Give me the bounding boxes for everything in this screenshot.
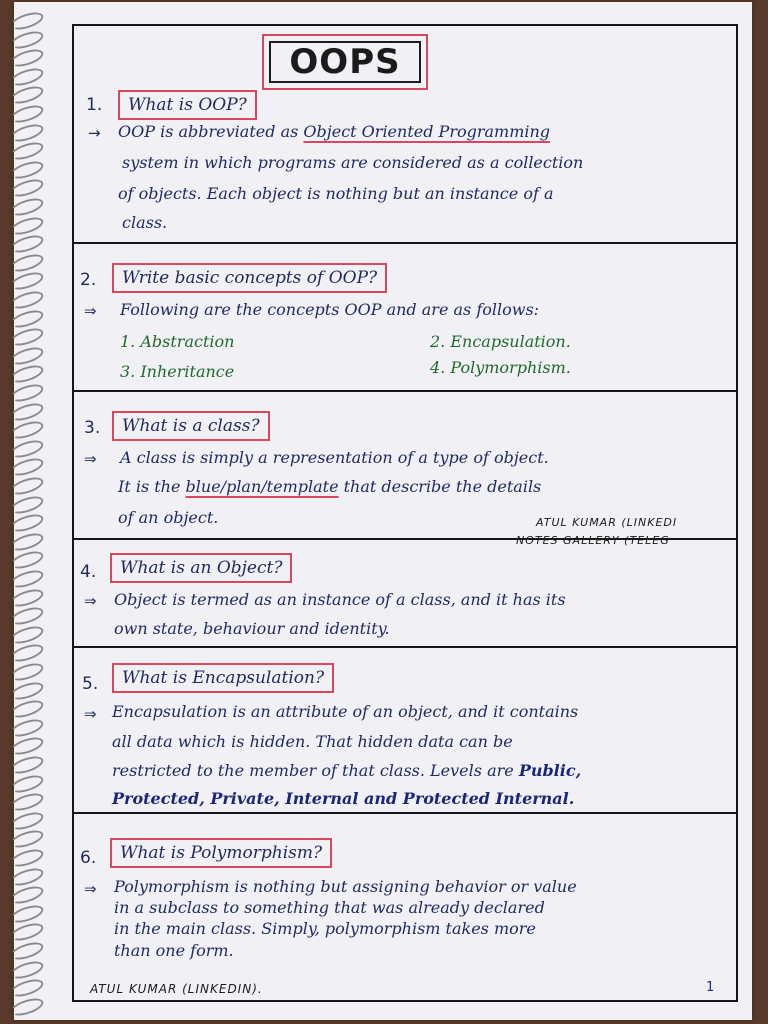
answer-underlined: Object Oriented Programming (303, 122, 551, 141)
question-number: 6. (80, 848, 97, 868)
spiral-ring (9, 325, 46, 349)
answer-line-access-levels: Protected, Private, Internal and Protected Internal. (112, 789, 575, 808)
spiral-ring (9, 121, 46, 145)
answer-line: A class is simply a representation of a type of object. (120, 448, 549, 467)
spiral-ring (9, 604, 46, 628)
spiral-ring (9, 753, 46, 777)
spiral-ring (9, 493, 46, 517)
watermark-linkedin: ATUL KUMAR (LINKEDI (536, 516, 678, 529)
concept-item: 1. Abstraction (120, 332, 235, 351)
arrow-icon: ⇒ (84, 302, 97, 320)
answer-text: restricted to the member of that class. Levels are (112, 761, 519, 780)
spiral-ring (9, 362, 46, 386)
question-number: 3. (84, 418, 101, 438)
answer-bold: Public, (518, 761, 582, 780)
answer-line: Polymorphism is nothing but assigning behavior or value (114, 877, 577, 896)
answer-text: that describe the details (338, 477, 542, 496)
spiral-ring (9, 920, 46, 944)
answer-line: own state, behaviour and identity. (114, 619, 390, 638)
spiral-ring (9, 660, 46, 684)
spiral-ring (9, 772, 46, 796)
spiral-ring (9, 28, 46, 52)
spiral-ring (9, 288, 46, 312)
spiral-ring (9, 269, 46, 293)
watermark-telegram: NOTES GALLERY (TELEG (516, 534, 670, 547)
spiral-ring (9, 716, 46, 740)
arrow-icon: ⇒ (84, 880, 97, 898)
answer-line: of an object. (118, 508, 219, 527)
spiral-ring (9, 9, 46, 33)
spiral-ring (9, 418, 46, 442)
spiral-ring (9, 958, 46, 982)
answer-line: in a subclass to something that was already declared (114, 898, 545, 917)
concept-item: 4. Polymorphism. (430, 358, 571, 377)
page-title: OOPS (269, 41, 421, 83)
title-frame (262, 34, 428, 90)
spiral-ring (9, 214, 46, 238)
spiral-ring (9, 902, 46, 926)
spiral-ring (9, 697, 46, 721)
spiral-ring (9, 307, 46, 331)
section-divider (72, 812, 738, 814)
arrow-icon: → (88, 124, 101, 142)
spiral-ring (9, 883, 46, 907)
question-what-is-polymorphism: What is Polymorphism? (110, 838, 332, 868)
spiral-ring (9, 827, 46, 851)
spiral-ring (9, 455, 46, 479)
spiral-ring (9, 976, 46, 1000)
answer-underlined: blue/plan/template (185, 477, 339, 496)
arrow-icon: ⇒ (84, 592, 97, 610)
arrow-icon: ⇒ (84, 705, 97, 723)
concept-item: 3. Inheritance (120, 362, 235, 381)
question-what-is-encapsulation: What is Encapsulation? (112, 663, 334, 693)
question-number: 2. (80, 270, 97, 290)
spiral-ring (9, 83, 46, 107)
spiral-ring (9, 586, 46, 610)
answer-text: It is the (118, 477, 186, 496)
spiral-ring (9, 995, 46, 1019)
spiral-ring (9, 344, 46, 368)
spiral-binding (0, 0, 48, 1024)
spiral-ring (9, 195, 46, 219)
answer-line: class. (122, 213, 168, 232)
spiral-ring (9, 474, 46, 498)
arrow-icon: ⇒ (84, 450, 97, 468)
concept-item: 2. Encapsulation. (430, 332, 571, 351)
spiral-ring (9, 437, 46, 461)
question-number: 4. (80, 562, 97, 582)
section-divider (72, 646, 738, 648)
answer-line: in the main class. Simply, polymorphism takes more (114, 919, 536, 938)
spiral-ring (9, 511, 46, 535)
spiral-ring (9, 381, 46, 405)
spiral-ring (9, 734, 46, 758)
answer-line: than one form. (114, 941, 234, 960)
spiral-ring (9, 939, 46, 963)
spiral-ring (9, 865, 46, 889)
question-what-is-class: What is a class? (112, 411, 270, 441)
spiral-ring (9, 400, 46, 424)
section-divider (72, 390, 738, 392)
question-what-is-oop: What is OOP? (118, 90, 257, 120)
question-number: 5. (82, 674, 99, 694)
answer-line: system in which programs are considered as a collection (122, 153, 584, 172)
spiral-ring (9, 139, 46, 163)
answer-text: OOP is abbreviated as (118, 122, 304, 141)
spiral-ring (9, 46, 46, 70)
answer-line (112, 761, 581, 780)
spiral-ring (9, 65, 46, 89)
spiral-ring (9, 846, 46, 870)
page-number: 1 (706, 980, 715, 995)
section-divider (72, 242, 738, 244)
spiral-ring (9, 809, 46, 833)
author-credit: ATUL KUMAR (LINKEDIN). (90, 982, 263, 996)
answer-line: Following are the concepts OOP and are as follows: (120, 300, 540, 319)
spiral-ring (9, 790, 46, 814)
spiral-ring (9, 102, 46, 126)
answer-line: of objects. Each object is nothing but an instance of a (118, 184, 554, 203)
spiral-ring (9, 158, 46, 182)
spiral-ring (9, 623, 46, 647)
question-basic-concepts: Write basic concepts of OOP? (112, 263, 387, 293)
spiral-ring (9, 530, 46, 554)
spiral-ring (9, 641, 46, 665)
spiral-ring (9, 251, 46, 275)
answer-line: Object is termed as an instance of a class, and it has its (114, 590, 566, 609)
answer-line: all data which is hidden. That hidden data can be (112, 732, 513, 751)
question-what-is-object: What is an Object? (110, 553, 292, 583)
answer-line (118, 477, 541, 496)
spiral-ring (9, 679, 46, 703)
question-number: 1. (86, 95, 103, 115)
spiral-ring (9, 176, 46, 200)
spiral-ring (9, 232, 46, 256)
answer-line (118, 122, 550, 141)
answer-line: Encapsulation is an attribute of an object, and it contains (112, 702, 579, 721)
spiral-ring (9, 548, 46, 572)
spiral-ring (9, 567, 46, 591)
